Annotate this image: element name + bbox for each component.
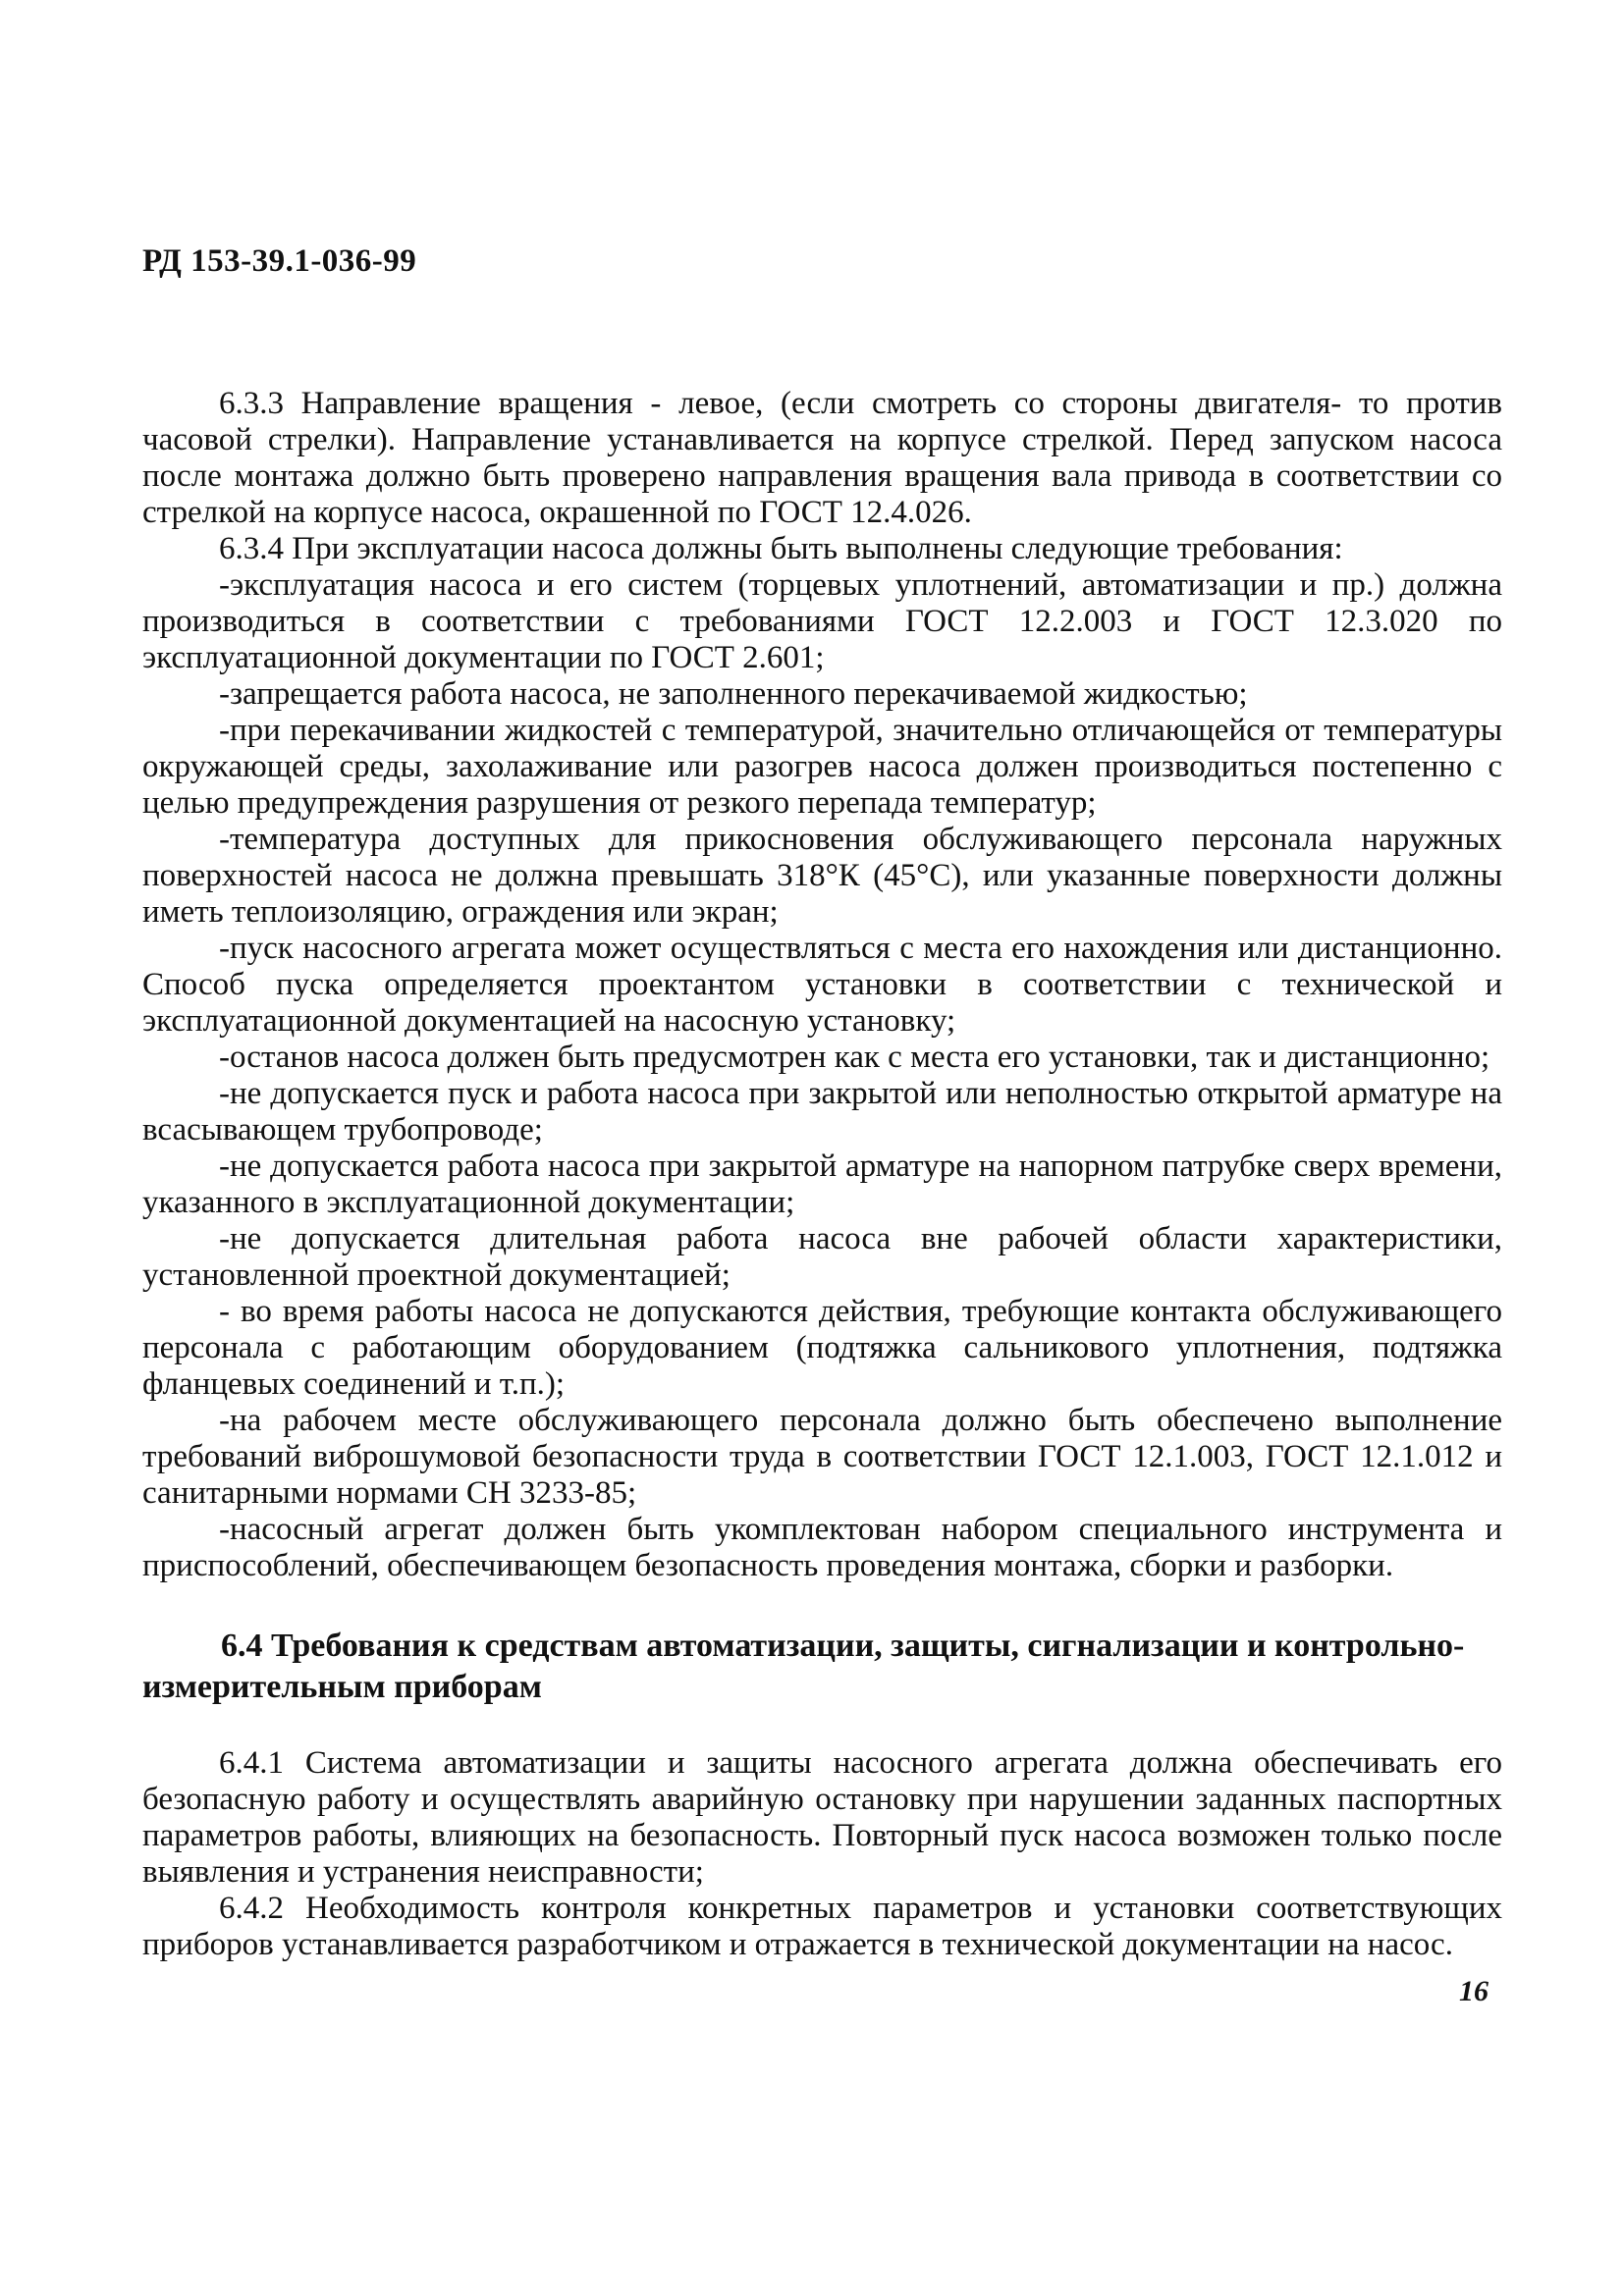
document-code-header: РД 153-39.1-036-99: [142, 243, 417, 279]
section-heading-line-1: 6.4 Требования к средствам автоматизации, защиты, сигнализации и контрольно-: [221, 1628, 1465, 1664]
requirement-item: -насосный агрегат должен быть укомплектован набором специального инструмента и приспособлений, обеспечивающем безопасность проведения монтажа, сборки и разборки.: [142, 1512, 1502, 1583]
requirement-item: -не допускается работа насоса при закрытой арматуре на напорном патрубке сверх времени, указанного в эксплуатационной документации;: [142, 1148, 1502, 1220]
requirements-section-6-3: [142, 386, 1502, 1584]
requirement-item: -температура доступных для прикосновения обслуживающего персонала наружных поверхностей насоса не должна превышать 318°К (45°С), или указанные поверхности должны иметь теплоизоляцию, ограждения или экран;: [142, 822, 1502, 930]
section-heading-6-4: [142, 1626, 1502, 1708]
paragraph-6-4-1: 6.4.1 Система автоматизации и защиты насосного агрегата должна обеспечивать его безопасную работу и осуществлять аварийную остановку при нарушении заданных паспортных параметров работы, влияющих на безопасность. Повторный пуск насоса возможен только после выявления и устранения неисправности;: [142, 1745, 1502, 1890]
requirement-item: -при перекачивании жидкостей с температурой, значительно отличающейся от температуры окружающей среды, захолаживание или разогрев насоса должен производиться постепенно с целью предупреждения разрушения от резкого перепада температур;: [142, 713, 1502, 821]
requirement-item: -эксплуатация насоса и его систем (торцевых уплотнений, автоматизации и пр.) должна производиться в соответствии с требованиями ГОСТ 12.2.003 и ГОСТ 12.3.020 по эксплуатационной документации по ГОСТ 2.601;: [142, 567, 1502, 675]
requirements-section-6-4: [142, 1745, 1502, 1963]
paragraph-6-3-3: 6.3.3 Направление вращения - левое, (если смотреть со стороны двигателя- то против часовой стрелки). Направление устанавливается на корпусе стрелкой. Перед запуском насоса после монтажа должно быть проверено направления вращения вала привода в соответствии со стрелкой на корпусе насоса, окрашенной по ГОСТ 12.4.026.: [142, 386, 1502, 530]
paragraph-6-4-2: 6.4.2 Необходимость контроля конкретных параметров и установки соответствующих приборов устанавливается разработчиком и отражается в технической документации на насос.: [142, 1891, 1502, 1962]
requirement-item: -останов насоса должен быть предусмотрен как с места его установки, так и дистанционно;: [219, 1040, 1490, 1075]
section-heading-line-2: измерительным приборам: [142, 1669, 542, 1705]
page-number: 16: [1459, 1975, 1489, 2007]
requirement-item: -не допускается длительная работа насоса вне рабочей области характеристики, установленной проектной документацией;: [142, 1221, 1502, 1293]
requirement-item: -не допускается пуск и работа насоса при закрытой или неполностью открытой арматуре на всасывающем трубопроводе;: [142, 1076, 1502, 1148]
paragraph-6-3-4: 6.3.4 При эксплуатации насоса должны быть выполнены следующие требования:: [219, 531, 1343, 566]
requirement-item: -пуск насосного агрегата может осуществляться с места его нахождения или дистанционно. Способ пуска определяется проектантом установки в соответствии с технической и эксплуатационной документацией на насосную установку;: [142, 931, 1502, 1039]
requirement-item: -на рабочем месте обслуживающего персонала должно быть обеспечено выполнение требований виброшумовой безопасности труда в соответствии ГОСТ 12.1.003, ГОСТ 12.1.012 и санитарными нормами СН 3233-85;: [142, 1403, 1502, 1511]
requirement-item: -запрещается работа насоса, не заполненного перекачиваемой жидкостью;: [219, 676, 1248, 712]
requirement-item: - во время работы насоса не допускаются действия, требующие контакта обслуживающего персонала с работающим оборудованием (подтяжка сальникового уплотнения, подтяжка фланцевых соединений и т.п.);: [142, 1294, 1502, 1402]
